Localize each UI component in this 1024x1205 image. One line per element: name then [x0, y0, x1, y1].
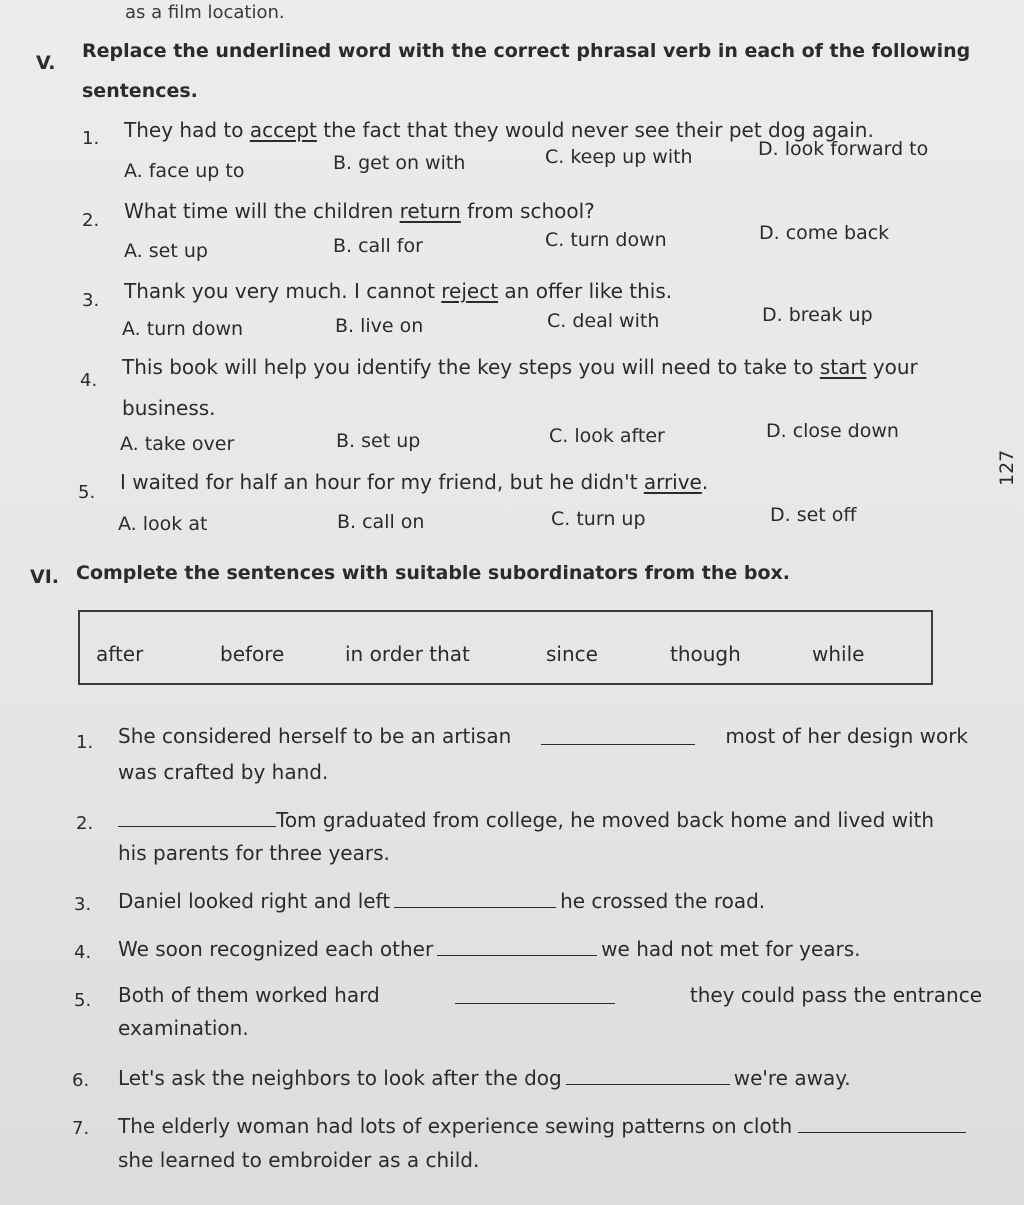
question-text: Thank you very much. I cannot reject an offer like this.	[124, 279, 673, 303]
underlined-word: start	[819, 355, 867, 379]
answer-blank[interactable]	[118, 806, 276, 827]
option-b[interactable]: B. get on with	[333, 152, 466, 174]
question-number: 3.	[82, 290, 100, 311]
option-d[interactable]: D. come back	[759, 222, 890, 244]
underlined-word: accept	[249, 118, 317, 142]
previous-text-fragment: as a film location.	[125, 2, 285, 23]
section-v-instruction-line1: Replace the underlined word with the correct phrasal verb in each of the following	[82, 40, 971, 62]
sentence-line: We soon recognized each other we had not met for years.	[118, 937, 861, 961]
option-a[interactable]: A. take over	[120, 433, 235, 455]
option-a[interactable]: A. turn down	[122, 318, 244, 340]
sentence-number: 1.	[76, 732, 94, 753]
box-word: while	[812, 642, 865, 666]
question-text: This book will help you identify the key steps you will need to take to start your	[122, 355, 918, 379]
question-text-continuation: business.	[122, 396, 216, 420]
option-b[interactable]: B. set up	[336, 430, 421, 452]
question-number: 5.	[78, 482, 96, 503]
sentence-number: 3.	[74, 894, 92, 915]
section-vi-number: VI.	[30, 566, 59, 588]
section-v-number: V.	[36, 52, 56, 74]
question-number: 1.	[82, 128, 100, 149]
sentence-continuation: was crafted by hand.	[118, 760, 329, 784]
option-d[interactable]: D. break up	[762, 304, 873, 326]
option-a[interactable]: A. face up to	[124, 160, 245, 182]
option-b[interactable]: B. call for	[333, 235, 423, 257]
section-vi-instruction: Complete the sentences with suitable subordinators from the box.	[76, 562, 791, 584]
answer-blank[interactable]	[437, 935, 597, 956]
option-c[interactable]: C. deal with	[547, 310, 660, 332]
sentence-continuation: his parents for three years.	[118, 841, 390, 865]
word-box	[78, 610, 933, 685]
sentence-continuation: she learned to embroider as a child.	[118, 1148, 480, 1172]
answer-blank[interactable]	[798, 1112, 966, 1133]
answer-blank[interactable]	[455, 983, 615, 1004]
option-c[interactable]: C. turn down	[545, 229, 667, 251]
sentence-continuation: examination.	[118, 1016, 249, 1040]
option-d[interactable]: D. close down	[766, 420, 899, 442]
sentence-number: 7.	[72, 1118, 90, 1139]
option-c[interactable]: C. look after	[549, 425, 665, 447]
underlined-word: return	[399, 199, 461, 223]
option-c[interactable]: C. keep up with	[545, 146, 693, 168]
sentence-number: 4.	[74, 942, 92, 963]
question-text: What time will the children return from school?	[124, 199, 595, 223]
page-number: 127	[996, 449, 1018, 486]
question-number: 2.	[82, 210, 100, 231]
box-word: since	[546, 642, 598, 666]
section-v-instruction-line2: sentences.	[82, 80, 198, 102]
underlined-word: arrive	[643, 470, 702, 494]
sentence-line: Both of them worked hard they could pass the entrance	[118, 983, 982, 1007]
sentence-line: She considered herself to be an artisan most of her design work	[118, 724, 968, 748]
question-number: 4.	[80, 370, 98, 391]
sentence-number: 5.	[74, 990, 92, 1011]
option-c[interactable]: C. turn up	[551, 508, 646, 530]
box-word: though	[670, 642, 741, 666]
sentence-number: 2.	[76, 813, 94, 834]
box-word: in order that	[345, 642, 470, 666]
option-a[interactable]: A. look at	[118, 513, 208, 535]
answer-blank[interactable]	[566, 1064, 730, 1085]
answer-blank[interactable]	[541, 724, 695, 745]
option-a[interactable]: A. set up	[124, 240, 208, 262]
underlined-word: reject	[441, 279, 499, 303]
box-word: before	[220, 642, 285, 666]
option-d[interactable]: D. set off	[770, 504, 857, 526]
question-text: They had to accept the fact that they would never see their pet dog again.	[124, 118, 874, 142]
option-b[interactable]: B. live on	[335, 315, 424, 337]
answer-blank[interactable]	[394, 887, 556, 908]
option-d[interactable]: D. look forward to	[758, 138, 929, 160]
option-b[interactable]: B. call on	[337, 511, 425, 533]
box-word: after	[96, 642, 144, 666]
sentence-line: The elderly woman had lots of experience sewing patterns on cloth	[118, 1112, 966, 1138]
sentence-number: 6.	[72, 1070, 90, 1091]
question-text: I waited for half an hour for my friend, but he didn't arrive.	[120, 470, 709, 494]
sentence-line: Tom graduated from college, he moved back home and lived with	[118, 806, 934, 832]
sentence-line: Let's ask the neighbors to look after the dog we're away.	[118, 1066, 851, 1090]
sentence-line: Daniel looked right and left he crossed the road.	[118, 889, 766, 913]
